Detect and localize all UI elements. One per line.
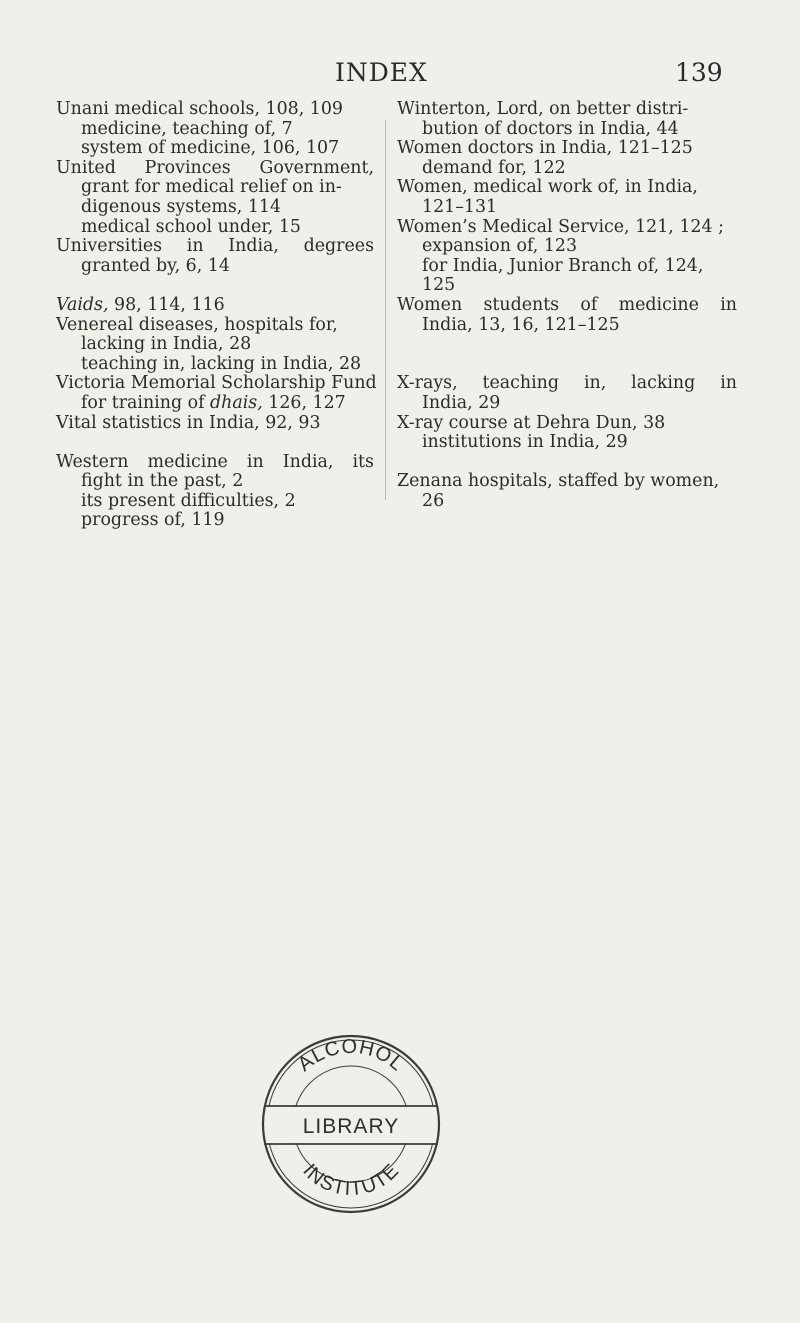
index-entry-line: Women’s Medical Service, 121, 124 ; [397,216,724,237]
index-entry-line: Women students of medicine in [397,294,737,315]
index-entry-continuation: bution of doctors in India, 44 [422,118,679,139]
index-entry-continuation: fight in the past, 2 [81,471,244,492]
stamp-middle-text: LIBRARY [302,1115,400,1138]
index-entry-continuation: India, 13, 16, 121–125 [422,314,620,335]
index-entry-line: Winterton, Lord, on better distri- [397,99,689,119]
index-entry-line: Universities in India, degrees [56,236,374,257]
stamp-top-text: ALCOHOL [293,1035,409,1076]
section-gap [56,276,374,296]
index-entry-continuation: India, 29 [422,392,501,413]
index-entry-continuation: granted by, 6, 14 [81,255,230,276]
index-subentry-line: its present difficulties, 2 [81,490,296,511]
index-title: INDEX [335,58,428,87]
index-entry-continuation: digenous systems, 114 [81,196,282,217]
index-entry-continuation: grant for medical relief on in- [81,177,342,198]
index-entry-continuation: 125 [422,275,456,296]
index-entry-continuation: lacking in India, 28 [81,334,252,355]
index-entry-continuation: 121–131 [422,196,498,217]
svg-text:ALCOHOL [294,1036,408,1076]
section-gap [397,453,737,473]
index-subentry-line: institutions in India, 29 [422,432,628,453]
index-entry-line: Women, medical work of, in India, [397,177,698,198]
index-entry-line: X-ray course at Dehra Dun, 38 [397,412,666,433]
library-stamp [256,1032,446,1220]
svg-text:INSTITUTE [298,1159,403,1200]
index-entry-line: United Provinces Government, [56,157,374,178]
page-header [0,58,800,92]
index-column-left [56,99,377,531]
index-entry-continuation: 26 [422,490,445,511]
index-entry-line: Vaids, 98, 114, 116 [56,294,225,315]
index-entry-continuation: for training of dhais, 126, 127 [81,392,346,413]
index-entry-line: Zenana hospitals, staffed by women, [397,471,720,492]
section-gap [56,433,374,453]
index-subentry-line: progress of, 119 [81,510,225,531]
section-gap [397,355,737,375]
index-column-right [397,100,737,511]
index-entry-line: Unani medical schools, 108, 109 [56,99,343,119]
index-subentry-line: for India, Junior Branch of, 124, [422,255,704,276]
index-subentry-line: teaching in, lacking in India, 28 [81,353,362,374]
index-entry-line: Victoria Memorial Scholarship Fund [56,373,377,394]
index-subentry-line: medicine, teaching of, 7 [81,118,293,139]
index-entry-line: Western medicine in India, its [56,451,374,472]
stamp-bottom-text: INSTITUTE [298,1159,404,1201]
index-subentry-line: medical school under, 15 [81,216,301,237]
index-entry-line: Women doctors in India, 121–125 [397,138,693,159]
page-number: 139 [675,58,723,87]
index-subentry-line: expansion of, 123 [422,236,578,257]
section-gap [397,335,737,355]
column-divider [385,120,386,500]
index-subentry-line: demand for, 122 [422,157,566,178]
index-entry-line: X-rays, teaching in, lacking in [397,373,737,394]
index-entry-line: Venereal diseases, hospitals for, [56,314,338,335]
index-entry-line: Vital statistics in India, 92, 93 [56,412,321,433]
index-subentry-line: system of medicine, 106, 107 [81,138,340,159]
